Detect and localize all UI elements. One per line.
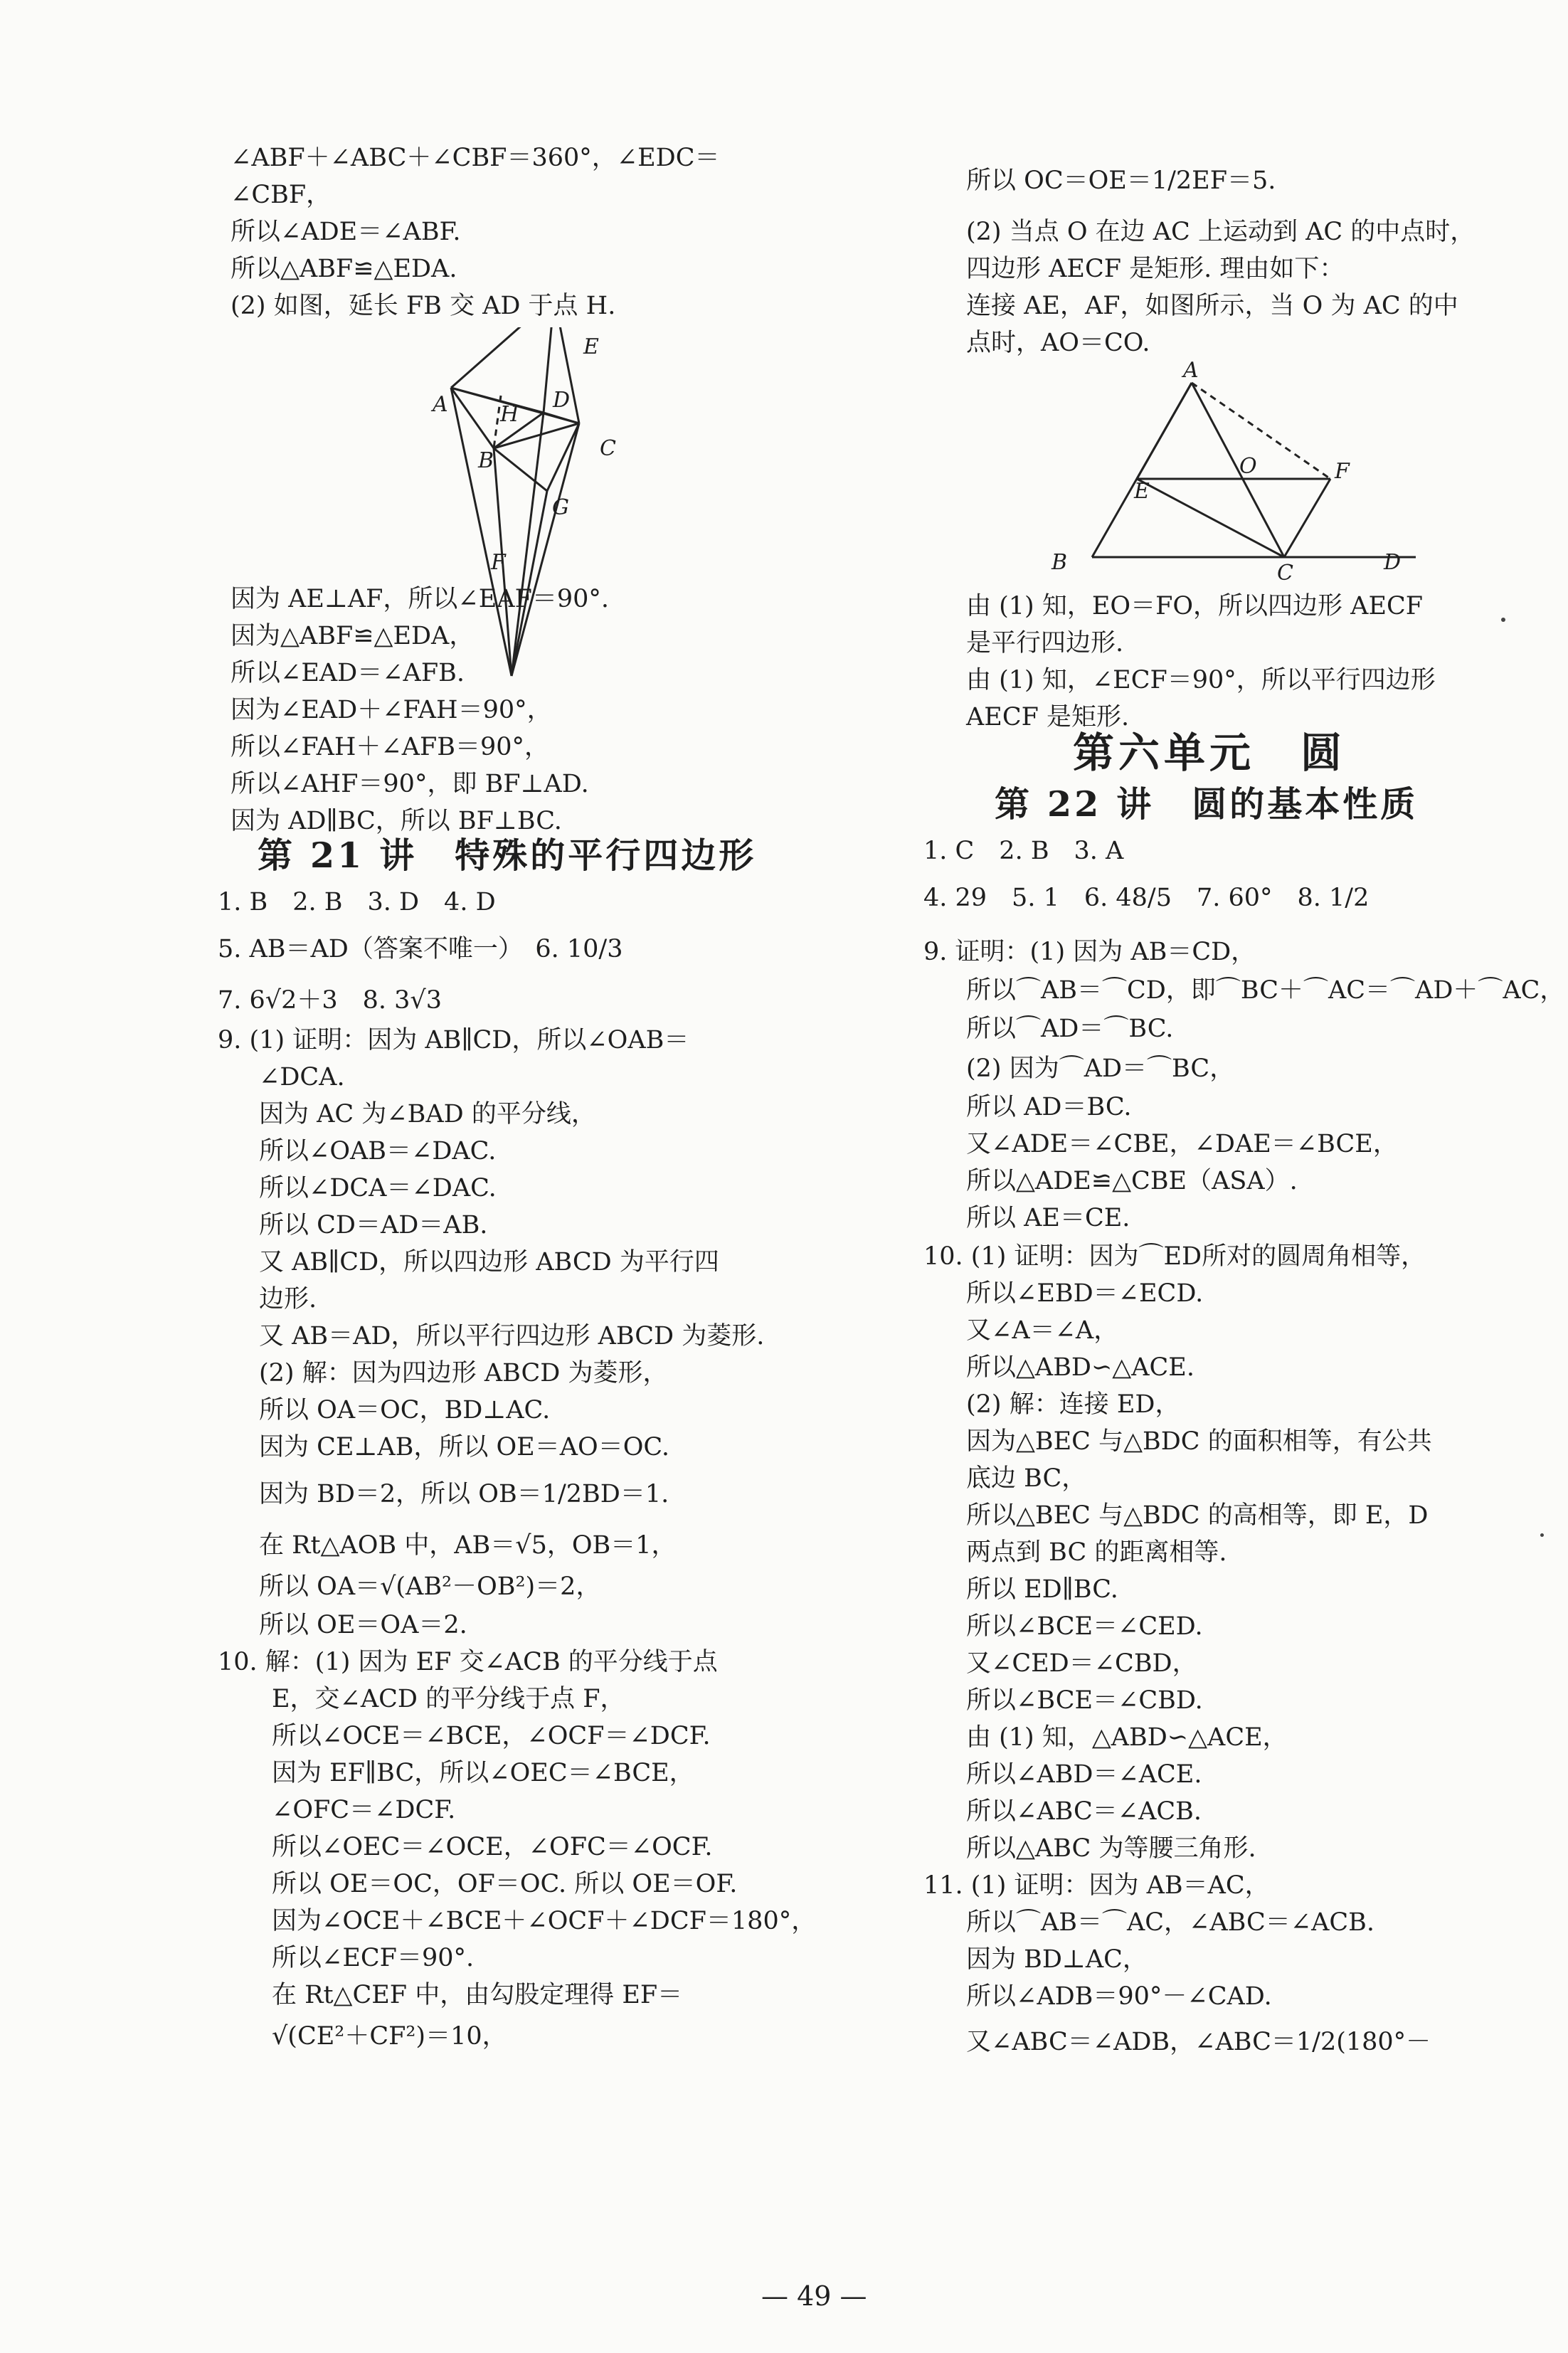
- text-line: 因为 AD∥BC，所以 BF⊥BC.: [231, 807, 562, 835]
- text-line: 10. (1) 证明：因为⌒ED所对的圆周角相等，: [923, 1242, 1426, 1271]
- text-line: 所以∠OEC＝∠OCE，∠OFC＝∠OCF.: [272, 1833, 713, 1861]
- text-line: 9. (1) 证明：因为 AB∥CD，所以∠OAB＝: [218, 1026, 689, 1054]
- text-line: 所以△BEC 与△BDC 的高相等，即 E，D: [966, 1501, 1429, 1530]
- text-line: 11. (1) 证明：因为 AB＝AC，: [923, 1871, 1270, 1900]
- label-D: D: [553, 388, 571, 413]
- text-line: 所以∠AHF＝90°，即 BF⊥AD.: [231, 770, 589, 798]
- text-line: 所以 OA＝OC，BD⊥AC.: [259, 1396, 551, 1424]
- text-line: (2) 解：连接 ED，: [966, 1390, 1180, 1419]
- text-line: ∠DCA.: [259, 1063, 345, 1091]
- text-line: 因为∠OCE＋∠BCE＋∠OCF＋∠DCF＝180°，: [272, 1907, 817, 1935]
- scan-speck: [1540, 1533, 1544, 1537]
- text-line: 所以 OE＝OC，OF＝OC. 所以 OE＝OF.: [272, 1870, 738, 1898]
- page-number: — 49 —: [761, 2280, 867, 2312]
- text-line: 9. 证明：(1) 因为 AB＝CD，: [923, 938, 1256, 966]
- text-line: 由 (1) 知，∠ECF＝90°，所以平行四边形: [966, 666, 1436, 694]
- text-line: 所以⌒AB＝⌒AC，∠ABC＝∠ACB.: [966, 1908, 1375, 1937]
- text-line: 又∠ADE＝∠CBE，∠DAE＝∠BCE，: [966, 1130, 1398, 1158]
- answer-line: 7. 6√2＋3 8. 3√3: [218, 986, 442, 1015]
- label-G: G: [552, 495, 569, 520]
- text-line: ∠CBF，: [231, 181, 332, 209]
- label-F: F: [491, 550, 506, 575]
- text-line: 因为 AC 为∠BAD 的平分线，: [259, 1100, 596, 1128]
- section-heading-21: 第 21 讲 特殊的平行四边形: [258, 835, 757, 876]
- text-line: 所以△ABC 为等腰三角形.: [966, 1834, 1256, 1863]
- text-line: (2) 因为⌒AD＝⌒BC，: [966, 1054, 1235, 1083]
- text-line: 四边形 AECF 是矩形. 理由如下：: [966, 255, 1345, 283]
- label-E: E: [1134, 479, 1150, 504]
- text-line: 所以∠FAH＋∠AFB＝90°，: [231, 733, 550, 761]
- text-line: 所以∠OCE＝∠BCE，∠OCF＝∠DCF.: [272, 1722, 711, 1750]
- text-line: 因为 BD＝2，所以 OB＝1/2BD＝1.: [259, 1480, 669, 1508]
- scan-speck: [1501, 618, 1505, 622]
- label-H: H: [500, 402, 519, 427]
- text-line: 所以∠BCE＝∠CBD.: [966, 1686, 1203, 1715]
- answer-line: 1. C 2. B 3. A: [923, 837, 1124, 865]
- answer-line: 1. B 2. B 3. D 4. D: [218, 888, 496, 916]
- section-heading-22: 第 22 讲 圆的基本性质: [995, 783, 1419, 825]
- label-E: E: [583, 334, 599, 359]
- label-B: B: [1051, 550, 1068, 575]
- text-line: 因为△BEC 与△BDC 的面积相等，有公共: [966, 1427, 1432, 1456]
- text-line: 所以 OE＝OA＝2.: [259, 1611, 467, 1639]
- label-A: A: [1183, 358, 1199, 383]
- text-line: ∠OFC＝∠DCF.: [272, 1796, 456, 1824]
- text-line: 所以⌒AD＝⌒BC.: [966, 1015, 1174, 1043]
- text-line: 所以∠BCE＝∠CED.: [966, 1612, 1203, 1641]
- text-line: 又∠A＝∠A，: [966, 1316, 1119, 1345]
- label-B: B: [478, 448, 494, 473]
- text-line: 所以△ABD∽△ACE.: [966, 1353, 1194, 1382]
- text-line: 因为 AE⊥AF，所以∠EAF＝90°.: [231, 585, 610, 613]
- text-line: 因为∠EAD＋∠FAH＝90°，: [231, 696, 552, 724]
- label-F: F: [1335, 459, 1350, 484]
- text-line: 点时，AO＝CO.: [966, 329, 1150, 357]
- text-line: 所以 CD＝AD＝AB.: [259, 1211, 488, 1239]
- text-line: 又∠ABC＝∠ADB，∠ABC＝1/2(180°－: [966, 2028, 1431, 2056]
- text-line: 因为 BD⊥AC，: [966, 1945, 1148, 1974]
- text-line: 在 Rt△CEF 中，由勾股定理得 EF＝: [272, 1981, 683, 2009]
- text-line: 所以⌒AB＝⌒CD，即⌒BC＋⌒AC＝⌒AD＋⌒AC，: [966, 976, 1565, 1005]
- text-line: 因为 CE⊥AB，所以 OE＝AO＝OC.: [259, 1433, 670, 1461]
- text-line: 所以∠ECF＝90°.: [272, 1944, 475, 1972]
- text-line: 所以 OC＝OE＝1/2EF＝5.: [966, 166, 1276, 195]
- text-line: 因为 EF∥BC，所以∠OEC＝∠BCE，: [272, 1759, 694, 1787]
- text-line: 所以 ED∥BC.: [966, 1575, 1118, 1604]
- label-C: C: [1277, 561, 1293, 586]
- text-line: 所以∠ABC＝∠ACB.: [966, 1797, 1202, 1826]
- text-line: (2) 解：因为四边形 ABCD 为菱形，: [259, 1359, 668, 1387]
- text-line: 底边 BC，: [966, 1464, 1087, 1493]
- text-line: ∠ABF＋∠ABC＋∠CBF＝360°，∠EDC＝: [231, 144, 720, 172]
- text-line: 因为△ABF≌△EDA，: [231, 622, 475, 650]
- text-line: 10. 解：(1) 因为 EF 交∠ACB 的平分线于点: [218, 1648, 718, 1676]
- text-line: 所以 OA＝√(AB²－OB²)＝2，: [259, 1572, 601, 1601]
- text-line: 由 (1) 知，△ABD∽△ACE，: [966, 1723, 1288, 1752]
- text-line: 所以∠ADB＝90°－∠CAD.: [966, 1982, 1272, 2011]
- label-A: A: [433, 392, 448, 417]
- text-line: 连接 AE，AF，如图所示，当 O 为 AC 的中: [966, 292, 1458, 320]
- text-line: E，交∠ACD 的平分线于点 F，: [272, 1685, 625, 1713]
- text-line: 所以∠EBD＝∠ECD.: [966, 1279, 1204, 1308]
- text-line: 所以△ADE≌△CBE（ASA）.: [966, 1167, 1298, 1195]
- label-O: O: [1239, 454, 1257, 479]
- text-line: (2) 如图，延长 FB 交 AD 于点 H.: [231, 292, 616, 320]
- text-line: 边形.: [259, 1285, 317, 1313]
- text-line: 所以∠OAB＝∠DAC.: [259, 1137, 497, 1165]
- label-D: D: [1384, 550, 1402, 575]
- unit-heading: 第六单元 圆: [1073, 729, 1347, 777]
- text-line: 是平行四边形.: [966, 629, 1124, 657]
- text-line: 在 Rt△AOB 中，AB＝√5，OB＝1，: [259, 1531, 677, 1560]
- text-line: 两点到 BC 的距离相等.: [966, 1538, 1227, 1567]
- text-line: √(CE²＋CF²)＝10，: [272, 2022, 507, 2051]
- text-line: 所以∠ADE＝∠ABF.: [231, 218, 461, 246]
- text-line: 又 AB∥CD，所以四边形 ABCD 为平行四: [259, 1248, 719, 1276]
- label-C: C: [600, 436, 616, 461]
- text-line: (2) 当点 O 在边 AC 上运动到 AC 的中点时，: [966, 218, 1476, 246]
- text-line: 又 AB＝AD，所以平行四边形 ABCD 为菱形.: [259, 1322, 765, 1350]
- text-line: 由 (1) 知，EO＝FO，所以四边形 AECF: [966, 592, 1424, 620]
- text-line: 所以 AE＝CE.: [966, 1204, 1130, 1232]
- text-line: 所以△ABF≌△EDA.: [231, 255, 457, 283]
- text-line: 所以∠ABD＝∠ACE.: [966, 1760, 1202, 1789]
- text-line: 所以 AD＝BC.: [966, 1093, 1132, 1121]
- answer-line: 5. AB＝AD（答案不唯一） 6. 10/3: [218, 935, 623, 963]
- answer-line: 4. 29 5. 1 6. 48/5 7. 60° 8. 1/2: [923, 884, 1370, 912]
- text-line: 所以∠DCA＝∠DAC.: [259, 1174, 497, 1202]
- text-line: 又∠CED＝∠CBD，: [966, 1649, 1197, 1678]
- text-line: 所以∠EAD＝∠AFB.: [231, 659, 465, 687]
- text-line: AECF 是矩形.: [966, 703, 1130, 731]
